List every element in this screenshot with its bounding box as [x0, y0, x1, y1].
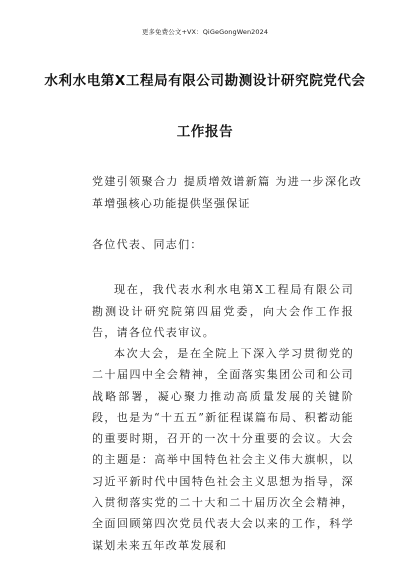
- body-paragraph: 本次大会，是在全院上下深入学习贯彻党的二十届四中全会精神，全面落实集团公司和公司战略部署，凝心聚力推动高质量发展的关键阶段，也是为“十五五”新征程谋篇布局、积蓄动能的重要时期，召开的一次十分重要的会议。大会的主题是：高举中国特色社会主义伟大旗帜，以习近平新时代中国特色社会主义思想为指导，深入贯彻落实党的二十大和二十届历次全会精神，全面回顾第四次党员代表大会以来的工作，科学谋划未来五年改革发展和: [92, 347, 354, 552]
- document-title-continued: 工作报告: [176, 124, 234, 140]
- body-paragraph: 现在，我代表水利水电第X工程局有限公司勘测设计研究院第四届党委，向大会作工作报告，请各位代表审议。: [92, 283, 354, 339]
- document-title: 水利水电第X工程局有限公司勘测设计研究院党代会: [44, 73, 366, 89]
- document-subtitle: 党建引领聚合力 提质增效谱新篇 为进一步深化改革增强核心功能提供坚强保证: [92, 175, 362, 210]
- header-note: 更多免费公文+VX：QiGeGongWen2024: [141, 28, 269, 36]
- greeting: 各位代表、同志们：: [92, 238, 203, 251]
